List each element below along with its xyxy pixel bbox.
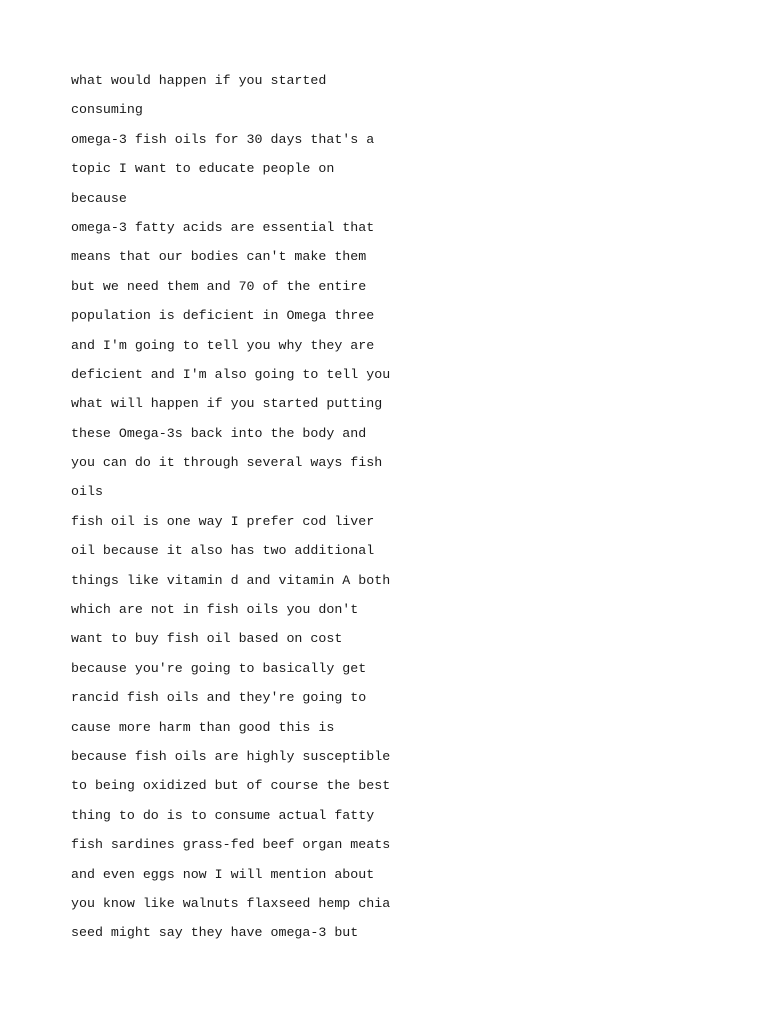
text-line: cause more harm than good this is: [71, 719, 335, 735]
text-line: these Omega-3s back into the body and: [71, 425, 367, 441]
text-line: and I'm going to tell you why they are: [71, 337, 375, 353]
text-line: population is deficient in Omega three: [71, 308, 375, 324]
text-line: what will happen if you started putting: [71, 396, 383, 412]
text-line: fish oil is one way I prefer cod liver: [71, 513, 375, 529]
text-line: topic I want to educate people on: [71, 161, 335, 177]
text-line: and even eggs now I will mention about: [71, 866, 375, 882]
text-line: thing to do is to consume actual fatty: [71, 807, 375, 823]
transcript-text: [71, 66, 731, 948]
text-line: oil because it also has two additional: [71, 543, 375, 559]
text-line: things like vitamin d and vitamin A both: [71, 572, 391, 588]
text-line: deficient and I'm also going to tell you: [71, 366, 391, 382]
text-line: you can do it through several ways fish: [71, 455, 383, 471]
text-line: omega-3 fish oils for 30 days that's a: [71, 131, 375, 147]
text-line: fish sardines grass-fed beef organ meats: [71, 837, 391, 853]
text-line: what would happen if you started: [71, 73, 327, 88]
text-line: oils: [71, 484, 103, 500]
text-line: you know like walnuts flaxseed hemp chia: [71, 895, 391, 911]
text-line: because fish oils are highly susceptible: [71, 748, 391, 764]
text-line: rancid fish oils and they're going to: [71, 690, 367, 706]
text-line: omega-3 fatty acids are essential that: [71, 219, 375, 235]
text-line: want to buy fish oil based on cost: [71, 631, 343, 647]
text-line: means that our bodies can't make them: [71, 249, 367, 265]
text-line: because you're going to basically get: [71, 660, 367, 676]
text-line: but we need them and 70 of the entire: [71, 278, 367, 294]
text-line: because: [71, 190, 127, 206]
text-line: which are not in fish oils you don't: [71, 602, 359, 618]
text-line: seed might say they have omega-3 but: [71, 925, 359, 941]
text-line: consuming: [71, 102, 143, 118]
text-line: to being oxidized but of course the best: [71, 778, 391, 794]
